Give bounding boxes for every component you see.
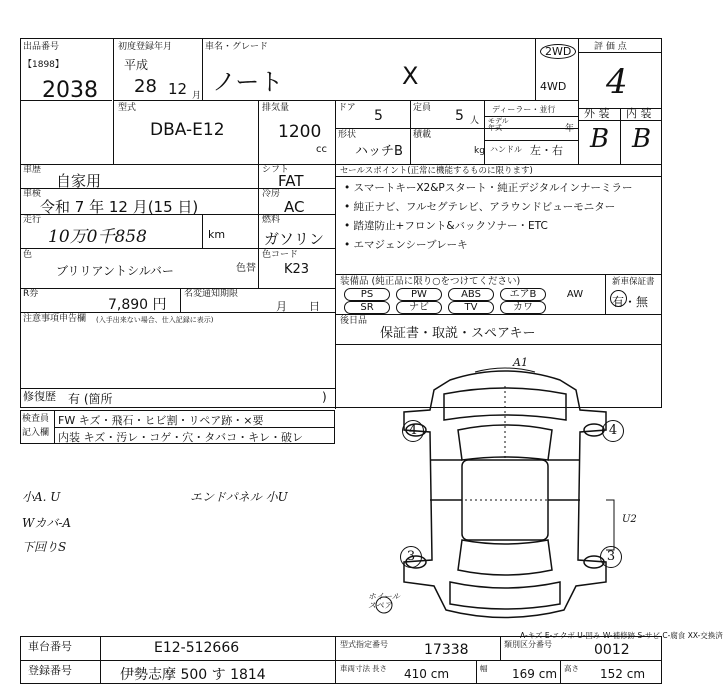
width-label: 幅 bbox=[480, 664, 488, 673]
divider bbox=[335, 164, 336, 409]
equipment-item: PW bbox=[396, 288, 442, 301]
post-install-items: 保証書・取説・スペアキー bbox=[380, 326, 536, 341]
divider bbox=[578, 38, 579, 164]
damage-marker: 3 bbox=[400, 546, 422, 568]
equipment-item: AW bbox=[566, 289, 584, 300]
drive-4wd: 4WD bbox=[540, 80, 567, 93]
damage-marker: 4 bbox=[402, 420, 424, 442]
handle-side: 左・右 bbox=[530, 144, 563, 157]
damage-marker: 3 bbox=[600, 546, 622, 568]
handle-label: ハンドル bbox=[490, 145, 522, 154]
recycle-label: R券 bbox=[23, 289, 39, 299]
divider bbox=[500, 636, 501, 660]
car-diagram bbox=[380, 350, 670, 630]
first-reg-label: 初度登録年月 bbox=[118, 42, 173, 52]
divider bbox=[100, 636, 101, 684]
inspect-label: 車検 bbox=[23, 189, 42, 199]
new-car-label: 新車保証書 bbox=[612, 277, 655, 287]
divider bbox=[335, 314, 662, 315]
color: ブリリアントシルバー bbox=[56, 264, 174, 278]
class-no-label: 類別区分番号 bbox=[504, 640, 552, 649]
spare-note: ホイール スペア bbox=[368, 592, 400, 610]
divider bbox=[202, 214, 203, 248]
selling-point-item: • 踏違防止+フロント&バックソナー・ETC bbox=[344, 220, 548, 232]
divider bbox=[410, 100, 411, 128]
selling-point-item: • スマートキーX2&Pスタート・純正デジタルインナーミラー bbox=[344, 182, 633, 194]
inspector-row-2: 内装 キズ・汚レ・コゲ・穴・タバコ・キレ・破レ bbox=[58, 431, 304, 444]
length-label: 長さ bbox=[372, 664, 387, 673]
divider bbox=[335, 176, 662, 177]
divider bbox=[335, 344, 662, 345]
body-shape: ハッチB bbox=[355, 144, 403, 159]
fuel: ガソリン bbox=[264, 230, 325, 248]
type-no-label: 型式指定番号 bbox=[340, 640, 388, 649]
recycle-fee: 7,890 円 bbox=[108, 297, 167, 313]
month-unit: 月 bbox=[192, 91, 202, 101]
model-year-label: モデル 年式 bbox=[488, 117, 509, 132]
load-label: 積載 bbox=[413, 130, 432, 140]
divider bbox=[180, 288, 181, 312]
chassis-number: E12-512666 bbox=[154, 640, 240, 656]
height: 152 cm bbox=[600, 667, 646, 681]
divider bbox=[20, 312, 335, 313]
color-code-label: 色コード bbox=[262, 250, 299, 260]
length: 410 cm bbox=[404, 667, 450, 681]
divider bbox=[484, 140, 578, 141]
note-left-1: 小A. U bbox=[22, 490, 61, 504]
dims-label: 車両寸法 bbox=[340, 664, 370, 673]
selling-point-item: • 純正ナビ、フルセグテレビ、アラウンドビューモニター bbox=[344, 201, 616, 213]
model-code: DBA-E12 bbox=[150, 120, 225, 140]
tax-date: 月 日 bbox=[276, 300, 320, 313]
color-code: K23 bbox=[284, 262, 310, 277]
score-label: 評 価 点 bbox=[594, 42, 627, 52]
equipment-item: ABS bbox=[448, 288, 494, 301]
shape-label: 形状 bbox=[338, 130, 357, 140]
type-number: 17338 bbox=[424, 642, 469, 658]
km-unit: km bbox=[208, 228, 226, 241]
legend: A-キズ E-エクボ U-凹み W-補修跡 S-サビ C-腐食 XX-交換済 bbox=[520, 631, 723, 640]
divider bbox=[20, 188, 258, 189]
warranty-circle bbox=[610, 290, 627, 307]
cap-unit: 人 bbox=[470, 116, 480, 126]
inspector-label-2: 記入欄 bbox=[22, 428, 50, 438]
divider bbox=[113, 100, 578, 101]
shift-label: シフト bbox=[262, 165, 290, 175]
repair-end: ) bbox=[322, 390, 327, 404]
equipment-item: SR bbox=[344, 301, 390, 314]
selling-point-item: • エマジェンシーブレーキ bbox=[344, 239, 468, 251]
cc-unit: cc bbox=[316, 144, 327, 155]
color-label: 色 bbox=[23, 250, 33, 260]
int-label: 内 装 bbox=[626, 107, 652, 120]
class-number: 0012 bbox=[594, 642, 630, 658]
equipment-item: カワ bbox=[500, 301, 546, 314]
ac-label: 冷房 bbox=[262, 189, 281, 199]
fuel-label: 燃料 bbox=[262, 215, 281, 225]
divider bbox=[202, 38, 203, 100]
damage-a1: A1 bbox=[513, 356, 528, 369]
divider bbox=[335, 100, 336, 164]
equipment-title: 装備品 (純正品に限り○をつけてください) bbox=[340, 276, 521, 287]
era: 平成 bbox=[124, 58, 149, 72]
equipment-item: ナビ bbox=[396, 301, 442, 314]
overall-score: 4 bbox=[606, 62, 628, 102]
damage-marker: 4 bbox=[602, 420, 624, 442]
divider bbox=[410, 128, 411, 164]
divider bbox=[113, 38, 114, 164]
shift: FAT bbox=[278, 172, 304, 190]
divider bbox=[20, 248, 335, 249]
ext-score: B bbox=[590, 124, 610, 154]
divider bbox=[20, 388, 335, 389]
reg-year: 28 bbox=[134, 76, 157, 97]
selling-points-title: セールスポイント(正常に機能するものに限ります) bbox=[340, 166, 533, 176]
drive-2wd: 2WD bbox=[540, 44, 576, 59]
post-install-label: 後日品 bbox=[340, 316, 368, 326]
note-left-3: 下回りS bbox=[22, 540, 67, 554]
divider bbox=[578, 52, 662, 53]
inspector-row-1: FW キズ・飛石・ヒビ割・リペア跡・×要 bbox=[58, 414, 264, 427]
equipment-item: PS bbox=[344, 288, 390, 301]
use-value: 自家用 bbox=[56, 172, 102, 190]
divider bbox=[476, 660, 477, 684]
mileage-label: 走行 bbox=[23, 215, 42, 225]
divider bbox=[20, 660, 662, 661]
door-label: ドア bbox=[338, 103, 356, 113]
divider bbox=[335, 274, 662, 275]
chassis-label: 車台番号 bbox=[28, 640, 72, 653]
divider bbox=[335, 636, 336, 684]
name-label: 車名・グレード bbox=[205, 42, 269, 52]
height-label: 高さ bbox=[564, 664, 579, 673]
divider bbox=[20, 214, 258, 215]
repair-label: 修復歴 bbox=[23, 390, 56, 403]
inspection-date: 令和 7 年 12 月(15 日) bbox=[40, 198, 199, 216]
notes-label: 注意事項申告欄 bbox=[23, 314, 87, 324]
equipment-item: エアB bbox=[500, 288, 546, 301]
divider bbox=[258, 100, 259, 164]
ext-label: 外 装 bbox=[584, 107, 610, 120]
car-name: ノート bbox=[212, 68, 284, 96]
repaint-label: 色替 bbox=[236, 263, 256, 274]
grade: X bbox=[402, 62, 419, 90]
tax-label: 名変通知期限 bbox=[184, 289, 239, 299]
note-left-2: Wカバ-A bbox=[22, 516, 72, 530]
load-unit: kg bbox=[474, 146, 485, 156]
divider bbox=[258, 164, 259, 288]
inspector-label-1: 検査員 bbox=[22, 414, 50, 424]
divider bbox=[560, 660, 561, 684]
cc-label: 排気量 bbox=[262, 103, 290, 113]
lot-label: 出品番号 bbox=[23, 42, 60, 52]
plate-label: 登録番号 bbox=[28, 664, 72, 677]
lot-sub: 【1898】 bbox=[23, 60, 64, 70]
ac: AC bbox=[284, 198, 305, 216]
width: 169 cm bbox=[512, 667, 558, 681]
divider bbox=[620, 108, 621, 164]
divider bbox=[335, 128, 578, 129]
notes-sub: (入手出来ない場合、仕入記録に表示) bbox=[96, 316, 214, 324]
repair-value: 有 (箇所 bbox=[68, 392, 113, 406]
warranty: 有・無 bbox=[612, 295, 649, 309]
doors: 5 bbox=[374, 108, 383, 124]
mileage: 10万0千858 bbox=[48, 227, 147, 247]
dealer-label: ディーラー・並行 bbox=[492, 105, 556, 114]
int-score: B bbox=[632, 124, 652, 154]
equipment-item: TV bbox=[448, 301, 494, 314]
lot-number: 2038 bbox=[42, 78, 98, 103]
divider bbox=[20, 288, 335, 289]
use-label: 車歴 bbox=[23, 165, 42, 175]
divider bbox=[535, 38, 536, 100]
reg-month: 12 bbox=[168, 80, 188, 98]
plate-number: 伊勢志摩 500 す 1814 bbox=[120, 667, 266, 683]
divider bbox=[605, 274, 606, 314]
damage-u2: U2 bbox=[622, 514, 637, 525]
model-label: 型式 bbox=[118, 103, 137, 113]
divider bbox=[20, 164, 662, 165]
displacement: 1200 bbox=[278, 122, 322, 142]
note-center: エンドパネル 小U bbox=[190, 490, 288, 504]
capacity-label: 定員 bbox=[413, 103, 432, 113]
model-year-unit: 年 bbox=[565, 124, 575, 134]
capacity: 5 bbox=[455, 108, 464, 124]
